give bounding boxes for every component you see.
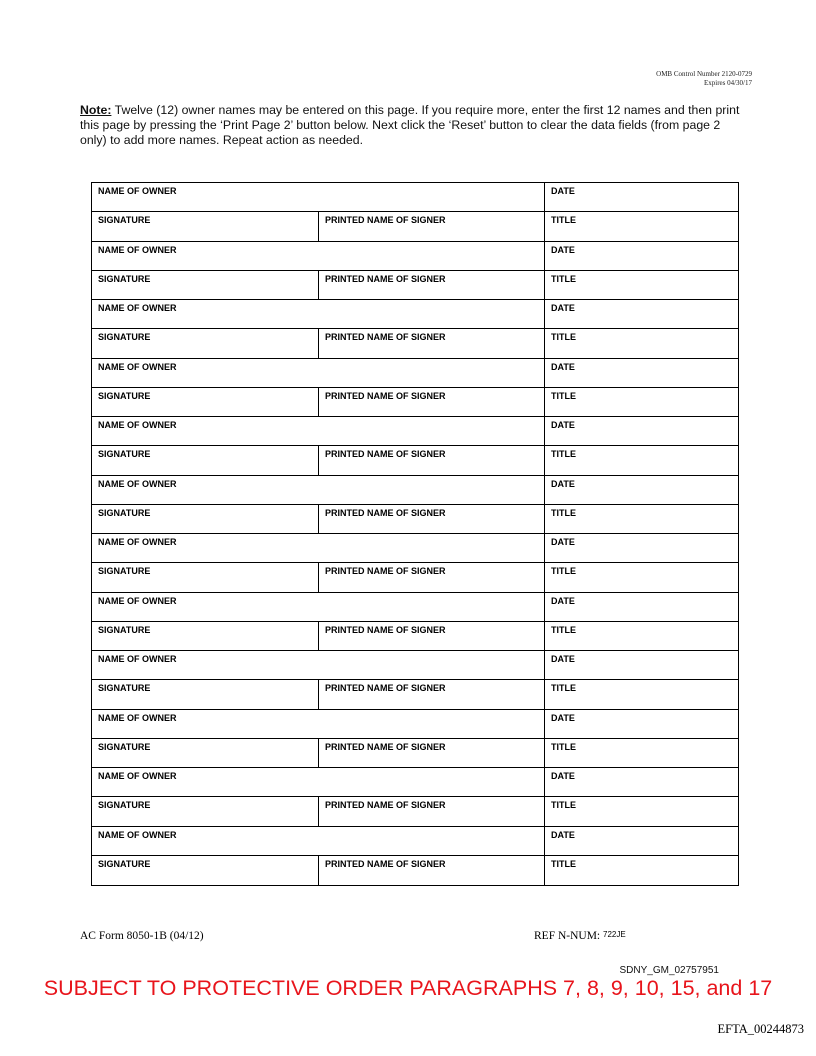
- printed-name-field-label: PRINTED NAME OF SIGNER: [325, 273, 446, 284]
- printed-name-field[interactable]: [318, 446, 544, 474]
- protective-order-stamp: SUBJECT TO PROTECTIVE ORDER PARAGRAPHS 7, 8, 9, 10, 15, and 17: [43, 976, 773, 1000]
- printed-name-field-label: PRINTED NAME OF SIGNER: [325, 449, 446, 460]
- name-of-owner-field-label: NAME OF OWNER: [98, 537, 177, 547]
- printed-name-field[interactable]: [318, 680, 544, 708]
- signature-field-label: SIGNATURE: [98, 273, 151, 284]
- signature-row: [92, 856, 738, 885]
- title-field[interactable]: [544, 622, 738, 650]
- name-of-owner-field[interactable]: [92, 710, 544, 738]
- date-field[interactable]: [544, 534, 738, 562]
- date-field[interactable]: [544, 768, 738, 796]
- name-of-owner-field[interactable]: [92, 534, 544, 562]
- name-of-owner-field-label: NAME OF OWNER: [98, 829, 177, 840]
- printed-name-field-label: PRINTED NAME OF SIGNER: [325, 858, 446, 869]
- date-field[interactable]: [544, 827, 738, 855]
- name-of-owner-field[interactable]: [92, 476, 544, 504]
- date-field-label: DATE: [551, 654, 575, 664]
- printed-name-field[interactable]: [318, 212, 544, 240]
- title-field-label: TITLE: [551, 507, 576, 518]
- signature-field-label: SIGNATURE: [98, 390, 151, 401]
- date-field[interactable]: [544, 417, 738, 445]
- title-field-label: TITLE: [551, 332, 576, 343]
- name-of-owner-field-label: NAME OF OWNER: [98, 654, 177, 664]
- name-of-owner-field[interactable]: [92, 651, 544, 679]
- signature-field-label: SIGNATURE: [98, 800, 151, 811]
- title-field[interactable]: [544, 212, 738, 240]
- omb-control-number: OMB Control Number 2120-0729: [656, 70, 752, 78]
- signature-field-label: SIGNATURE: [98, 215, 151, 226]
- note-label: Note:: [80, 103, 112, 117]
- instruction-note: [80, 103, 742, 148]
- title-field[interactable]: [544, 446, 738, 474]
- name-of-owner-field-label: NAME OF OWNER: [98, 420, 177, 430]
- name-of-owner-field-label: NAME OF OWNER: [98, 771, 177, 781]
- title-field[interactable]: [544, 856, 738, 885]
- printed-name-field-label: PRINTED NAME OF SIGNER: [325, 800, 446, 811]
- owner-name-row: [92, 300, 738, 329]
- title-field-label: TITLE: [551, 800, 576, 811]
- signature-field-label: SIGNATURE: [98, 566, 151, 577]
- title-field-label: TITLE: [551, 215, 576, 226]
- owner-signature-table: [91, 182, 739, 886]
- signature-row: [92, 388, 738, 417]
- printed-name-field-label: PRINTED NAME OF SIGNER: [325, 390, 446, 401]
- title-field[interactable]: [544, 739, 738, 767]
- date-field-label: DATE: [551, 361, 575, 372]
- owner-name-row: [92, 359, 738, 388]
- date-field-label: DATE: [551, 478, 575, 489]
- printed-name-field-label: PRINTED NAME OF SIGNER: [325, 566, 446, 577]
- signature-field[interactable]: [92, 739, 318, 767]
- date-field[interactable]: [544, 359, 738, 387]
- signature-field-label: SIGNATURE: [98, 624, 151, 635]
- date-field[interactable]: [544, 710, 738, 738]
- omb-expiration: Expires 04/30/17: [703, 79, 752, 87]
- owner-name-row: [92, 242, 738, 271]
- name-of-owner-field-label: NAME OF OWNER: [98, 595, 177, 606]
- printed-name-field[interactable]: [318, 622, 544, 650]
- title-field[interactable]: [544, 329, 738, 357]
- name-of-owner-field[interactable]: [92, 593, 544, 621]
- name-of-owner-field[interactable]: [92, 183, 544, 211]
- name-of-owner-field-label: NAME OF OWNER: [98, 361, 177, 372]
- owner-name-row: [92, 651, 738, 680]
- signature-field[interactable]: [92, 797, 318, 825]
- date-field[interactable]: [544, 593, 738, 621]
- efta-number: EFTA_00244873: [717, 1022, 804, 1036]
- signature-row: [92, 680, 738, 709]
- printed-name-field[interactable]: [318, 388, 544, 416]
- signature-field[interactable]: [92, 680, 318, 708]
- date-field[interactable]: [544, 651, 738, 679]
- omb-control-block: [656, 70, 752, 88]
- printed-name-field[interactable]: [318, 563, 544, 591]
- date-field-label: DATE: [551, 303, 575, 313]
- printed-name-field[interactable]: [318, 271, 544, 299]
- title-field[interactable]: [544, 271, 738, 299]
- date-field-label: DATE: [551, 595, 575, 606]
- date-field-label: DATE: [551, 244, 575, 255]
- signature-field-label: SIGNATURE: [98, 332, 151, 343]
- date-field-label: DATE: [551, 186, 575, 196]
- printed-name-field[interactable]: [318, 329, 544, 357]
- title-field-label: TITLE: [551, 390, 576, 401]
- title-field-label: TITLE: [551, 566, 576, 577]
- printed-name-field-label: PRINTED NAME OF SIGNER: [325, 332, 446, 343]
- signature-field-label: SIGNATURE: [98, 858, 151, 869]
- title-field-label: TITLE: [551, 449, 576, 460]
- printed-name-field[interactable]: [318, 797, 544, 825]
- signature-row: [92, 212, 738, 241]
- printed-name-field-label: PRINTED NAME OF SIGNER: [325, 624, 446, 635]
- title-field[interactable]: [544, 505, 738, 533]
- name-of-owner-field[interactable]: [92, 827, 544, 855]
- signature-field-label: SIGNATURE: [98, 507, 151, 518]
- signature-field[interactable]: [92, 622, 318, 650]
- form-identifier: AC Form 8050-1B (04/12): [80, 930, 204, 942]
- owner-name-row: [92, 827, 738, 856]
- date-field-label: DATE: [551, 420, 575, 430]
- name-of-owner-field[interactable]: [92, 417, 544, 445]
- date-field-label: DATE: [551, 771, 575, 781]
- printed-name-field-label: PRINTED NAME OF SIGNER: [325, 741, 446, 752]
- signature-row: [92, 797, 738, 826]
- signature-row: [92, 505, 738, 534]
- title-field[interactable]: [544, 563, 738, 591]
- title-field-label: TITLE: [551, 741, 576, 752]
- title-field[interactable]: [544, 680, 738, 708]
- signature-field[interactable]: [92, 856, 318, 885]
- signature-row: [92, 271, 738, 300]
- signature-field-label: SIGNATURE: [98, 683, 151, 694]
- signature-field[interactable]: [92, 212, 318, 240]
- signature-field[interactable]: [92, 329, 318, 357]
- owner-name-row: [92, 476, 738, 505]
- name-of-owner-field[interactable]: [92, 359, 544, 387]
- date-field-label: DATE: [551, 537, 575, 547]
- name-of-owner-field-label: NAME OF OWNER: [98, 303, 177, 313]
- signature-row: [92, 739, 738, 768]
- owner-name-row: [92, 710, 738, 739]
- signature-row: [92, 622, 738, 651]
- signature-field[interactable]: [92, 563, 318, 591]
- title-field[interactable]: [544, 797, 738, 825]
- printed-name-field[interactable]: [318, 856, 544, 885]
- ref-n-number-label: REF N-NUM:: [534, 930, 601, 942]
- name-of-owner-field-label: NAME OF OWNER: [98, 712, 177, 723]
- name-of-owner-field-label: NAME OF OWNER: [98, 186, 177, 196]
- title-field-label: TITLE: [551, 858, 576, 869]
- printed-name-field[interactable]: [318, 505, 544, 533]
- ref-n-number-value: 722JE: [603, 930, 626, 939]
- date-field-label: DATE: [551, 829, 575, 840]
- note-text: Twelve (12) owner names may be entered on this page. If you require more, enter the first 12 names and then print this page by pressing the ‘Print Page 2’ button below. Next click the ‘Reset’ button to clear the data fields (from page 2 only) to add more names. Repeat action as needed.: [80, 103, 740, 147]
- printed-name-field-label: PRINTED NAME OF SIGNER: [325, 215, 446, 226]
- name-of-owner-field[interactable]: [92, 300, 544, 328]
- title-field[interactable]: [544, 388, 738, 416]
- date-field[interactable]: [544, 476, 738, 504]
- name-of-owner-field-label: NAME OF OWNER: [98, 478, 177, 489]
- date-field[interactable]: [544, 183, 738, 211]
- signature-field[interactable]: [92, 505, 318, 533]
- bates-number: SDNY_GM_02757951: [619, 965, 719, 976]
- owner-name-row: [92, 768, 738, 797]
- printed-name-field-label: PRINTED NAME OF SIGNER: [325, 683, 446, 694]
- signature-row: [92, 563, 738, 592]
- signature-field-label: SIGNATURE: [98, 741, 151, 752]
- ref-n-number: [534, 930, 626, 942]
- title-field-label: TITLE: [551, 624, 576, 635]
- date-field-label: DATE: [551, 712, 575, 723]
- date-field[interactable]: [544, 300, 738, 328]
- title-field-label: TITLE: [551, 273, 576, 284]
- name-of-owner-field[interactable]: [92, 768, 544, 796]
- owner-name-row: [92, 183, 738, 212]
- title-field-label: TITLE: [551, 683, 576, 694]
- owner-name-row: [92, 593, 738, 622]
- signature-field[interactable]: [92, 388, 318, 416]
- date-field[interactable]: [544, 242, 738, 270]
- signature-field[interactable]: [92, 271, 318, 299]
- owner-name-row: [92, 534, 738, 563]
- signature-field[interactable]: [92, 446, 318, 474]
- printed-name-field-label: PRINTED NAME OF SIGNER: [325, 507, 446, 518]
- signature-field-label: SIGNATURE: [98, 449, 151, 460]
- signature-row: [92, 446, 738, 475]
- printed-name-field[interactable]: [318, 739, 544, 767]
- name-of-owner-field[interactable]: [92, 242, 544, 270]
- name-of-owner-field-label: NAME OF OWNER: [98, 244, 177, 255]
- owner-name-row: [92, 417, 738, 446]
- signature-row: [92, 329, 738, 358]
